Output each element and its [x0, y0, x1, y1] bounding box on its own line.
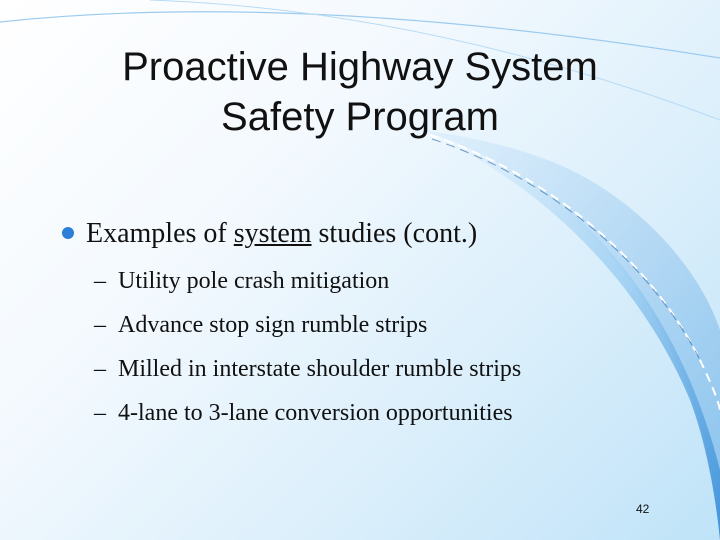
sub-bullet-item — [94, 303, 521, 347]
title-line-2: Safety Program — [221, 95, 499, 139]
sub-bullet-item — [94, 347, 521, 391]
sub-bullet-item — [94, 391, 521, 435]
title-line-1: Proactive Highway System — [122, 45, 598, 89]
dash-marker: – — [94, 356, 106, 382]
bullet-text-before: Examples of — [86, 218, 234, 249]
sub-bullet-text: Milled in interstate shoulder rumble strips — [118, 356, 522, 382]
sub-bullet-list — [94, 259, 521, 435]
slide-title — [60, 42, 660, 142]
main-bullet — [62, 216, 477, 252]
dash-marker: – — [94, 312, 106, 338]
sub-bullet-text: Advance stop sign rumble strips — [118, 312, 428, 338]
sub-bullet-text: 4-lane to 3-lane conversion opportunities — [118, 400, 513, 426]
dash-marker: – — [94, 400, 106, 426]
bullet-text-after: studies (cont.) — [311, 218, 478, 249]
sub-bullet-text: Utility pole crash mitigation — [118, 268, 390, 294]
page-number: 42 — [636, 502, 650, 516]
dash-marker: – — [94, 268, 106, 294]
bullet-text-underlined: system — [233, 218, 312, 249]
bullet-dot-icon — [62, 227, 74, 239]
sub-bullet-item — [94, 259, 521, 303]
